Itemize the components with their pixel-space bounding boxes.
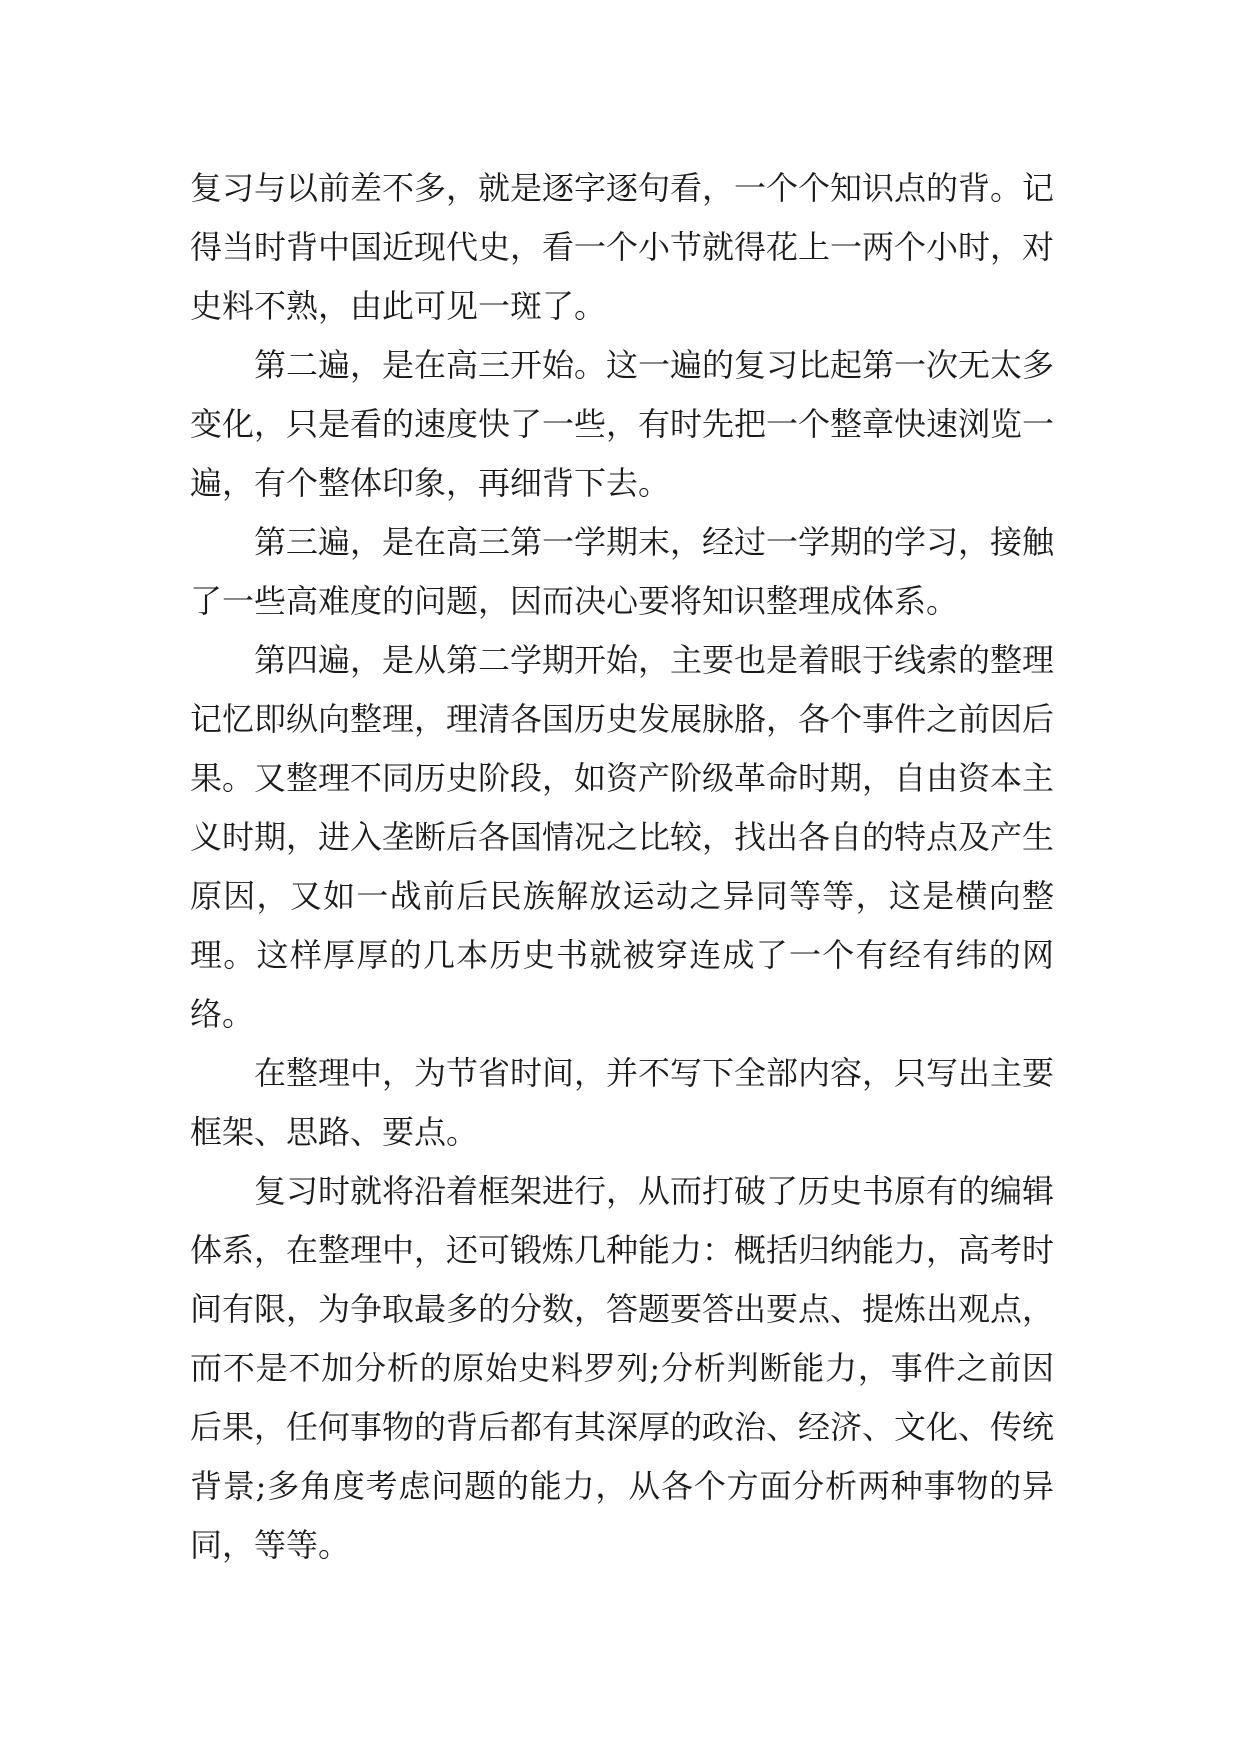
paragraph-organizing: 在整理中，为节省时间，并不写下全部内容，只写出主要框架、思路、要点。 [190, 1054, 1055, 1151]
paragraph-review-abilities: 复习时就将沿着框架进行，从而打破了历史书原有的编辑体系，在整理中，还可锻炼几种能力：概括归纳能力，高考时间有限，为争取最多的分数，答题要答出要点、提炼出观点，而不是不加分析的原始史料罗列;分析判断能力，事件之前因后果，任何事物的背后都有其深厚的政治、经济、文化、传统背景;多角度考虑问题的能力，从各个方面分析两种事物的异同，等等。 [190, 1172, 1055, 1564]
paragraph-continuation: 复习与以前差不多，就是逐字逐句看，一个个知识点的背。记得当时背中国近现代史，看一个小节就得花上一两个小时，对史料不熟，由此可见一斑了。 [190, 169, 1055, 325]
paragraph-second-pass: 第二遍，是在高三开始。这一遍的复习比起第一次无太多变化，只是看的速度快了一些，有时先把一个整章快速浏览一遍，有个整体印象，再细背下去。 [190, 346, 1055, 502]
paragraph-fourth-pass: 第四遍，是从第二学期开始，主要也是着眼于线索的整理记忆即纵向整理，理清各国历史发展脉胳，各个事件之前因后果。又整理不同历史阶段，如资产阶级革命时期，自由资本主义时期，进入垄断后各国情况之比较，找出各自的特点及产生原因，又如一战前后民族解放运动之异同等等，这是横向整理。这样厚厚的几本历史书就被穿连成了一个有经有纬的网络。 [190, 641, 1055, 1033]
paragraph-third-pass: 第三遍，是在高三第一学期末，经过一学期的学习，接触了一些高难度的问题，因而决心要将知识整理成体系。 [190, 523, 1055, 620]
body-text [190, 159, 1054, 1575]
